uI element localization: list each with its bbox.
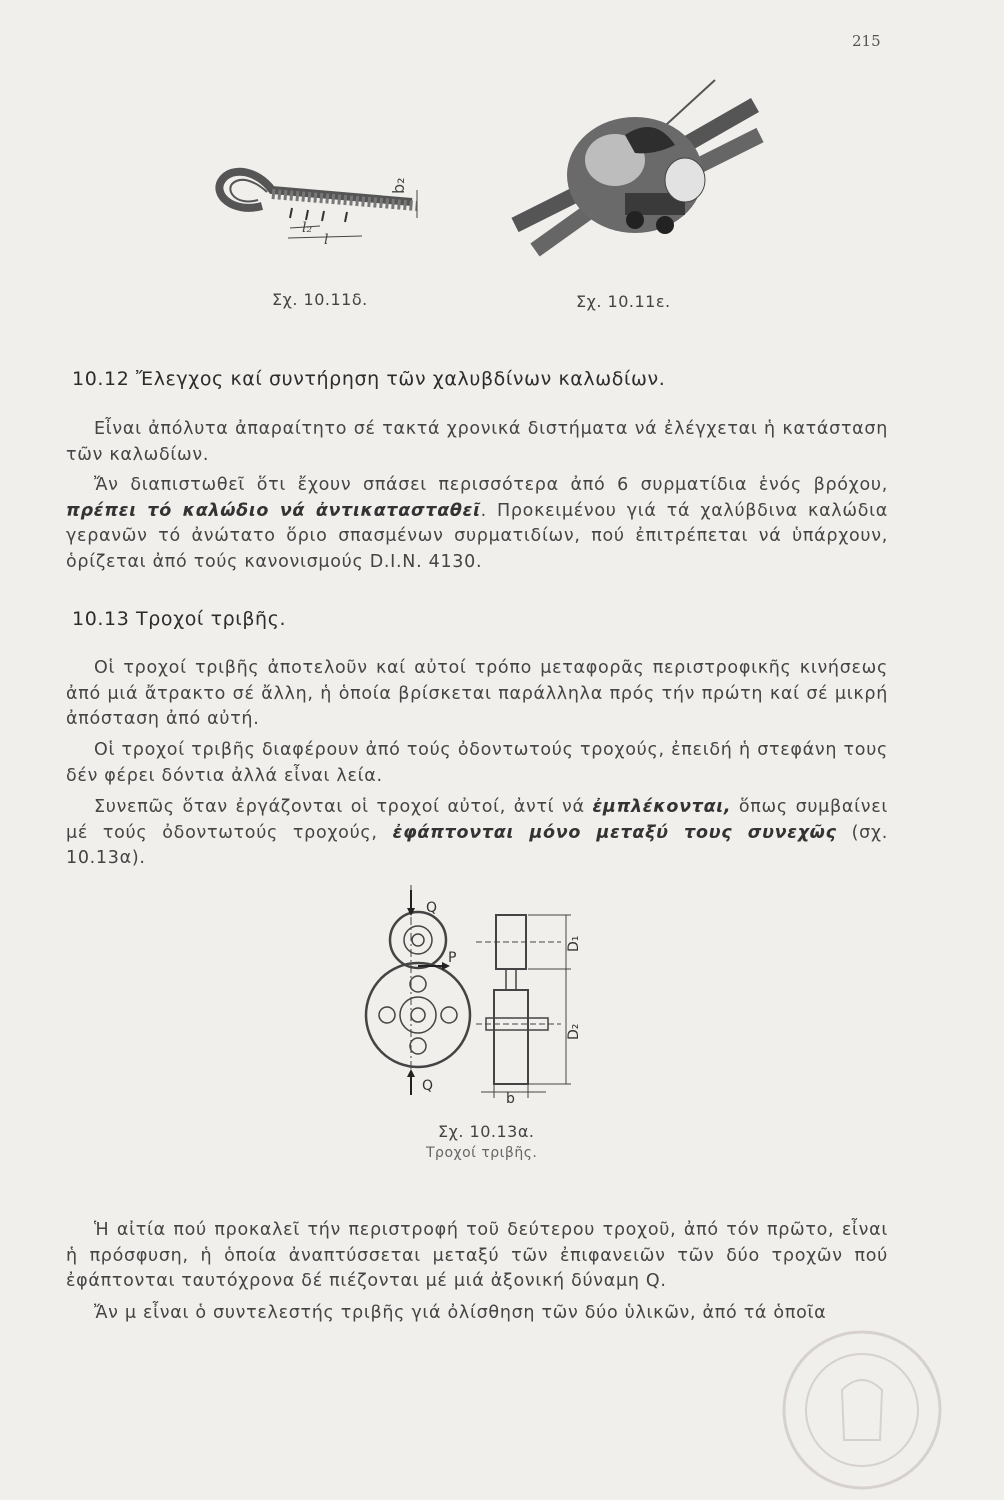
paragraph-10-12-1: Εἶναι ἀπόλυτα ἀπαραίτητο σέ τακτά χρονικά διστήματα νά ἐλέγχεται ἡ κατάσταση τῶν καλωδίων. bbox=[66, 419, 888, 465]
paragraph-10-13-5: Ἄν μ εἶναι ὁ συντελεστής τριβῆς γιά ὀλίσθηση τῶν δύο ὑλικῶν, ἀπό τά ὁποῖα bbox=[94, 1303, 827, 1323]
text-run: Συνεπῶς ὅταν ἐργάζονται οἱ τροχοί αὐτοί, ἀντί νά bbox=[94, 797, 585, 817]
label-l2: l₂ bbox=[302, 220, 313, 236]
label-l: l bbox=[324, 232, 329, 248]
label-b2: b₂ bbox=[389, 177, 408, 194]
label-b: b bbox=[506, 1091, 515, 1105]
paragraph-10-13-2: Οἱ τροχοί τριβῆς διαφέρουν ἀπό τούς ὀδοντωτούς τροχούς, ἐπειδή ἡ στεφάνη τους δέν φέρει δόντια ἀλλά εἶναι λεία. bbox=[66, 740, 888, 786]
figure-10-13a-friction-wheels bbox=[356, 880, 596, 1105]
section-heading-10-12: 10.12 Ἔλεγχος καί συντήρηση τῶν χαλυβδίνων καλωδίων. bbox=[72, 368, 666, 390]
paragraph-10-13-4: Ἡ αἰτία πού προκαλεῖ τήν περιστροφή τοῦ δεύτερου τροχοῦ, ἀπό τόν πρῶτο, εἶναι ἡ πρόσφυση, ἡ ὁποία ἀναπτύσσεται μεταξύ τῶν ἐπιφανειῶν τῶν δύο τροχῶν πού ἐφάπτονται ταυτόχρονα δέ πιέζονται μέ μιά ἀξονική δύναμη Q. bbox=[66, 1220, 888, 1291]
label-Q-bottom: Q bbox=[422, 1078, 434, 1094]
section-heading-10-13: 10.13 Τροχοί τριβῆς. bbox=[72, 608, 287, 630]
text-run: (σχ. 10.13α). bbox=[66, 822, 888, 868]
label-Q-top: Q bbox=[426, 900, 438, 916]
figure-10-11d-rope-thimble bbox=[212, 150, 442, 250]
text-run: . Προκειμένου γιά τά χαλύβδινα καλώδια γερανῶν τό ἀνώτατο ὅριο σπασμένων συρματιδίων, πού ἐπιτρέπεται νά ὑπάρχουν, ὁρίζεται ἀπό τούς κανονισμούς D.I.N. 4130. bbox=[66, 500, 888, 572]
library-seal-stamp bbox=[762, 1330, 962, 1490]
figure-10-11e-caption: Σχ. 10.11ε. bbox=[576, 292, 671, 311]
emphasis-text: πρέπει τό καλώδιο νά ἀντικατασταθεῖ bbox=[66, 500, 481, 521]
label-P: P bbox=[448, 950, 457, 966]
figure-10-11e-rope-clip bbox=[505, 75, 765, 270]
label-D1: D₁ bbox=[566, 935, 582, 952]
figure-10-13a-caption: Σχ. 10.13α. bbox=[438, 1122, 535, 1141]
text-run: ὅπως συμβαίνει μέ τούς ὀδοντωτούς τροχούς, bbox=[66, 797, 888, 843]
figure-10-13a-subcaption: Τροχοί τριβῆς. bbox=[426, 1145, 538, 1161]
emphasis-text: ἐμπλέκονται, bbox=[592, 797, 732, 817]
page-number: 215 bbox=[852, 32, 881, 50]
paragraph-10-13-1: Οἱ τροχοί τριβῆς ἀποτελοῦν καί αὐτοί τρόπο μεταφορᾶς περιστροφικῆς κινήσεως ἀπό μιά ἄτρακτο σέ ἄλλη, ἡ ὁποία βρίσκεται παράλληλα πρός τήν πρώτη καί σέ μικρή ἀπόσταση ἀπό αὐτή. bbox=[66, 658, 888, 729]
text-run: Ἄν διαπιστωθεῖ ὅτι ἔχουν σπάσει περισσότερα ἀπό 6 συρματίδια ἑνός βρόχου, bbox=[94, 475, 888, 495]
emphasis-text: ἐφάπτονται μόνο μεταξύ τους συνεχῶς bbox=[392, 822, 837, 843]
figure-10-11d-caption: Σχ. 10.11δ. bbox=[272, 290, 368, 309]
paragraph-10-13-3 bbox=[66, 795, 888, 872]
label-D2: D₂ bbox=[566, 1023, 582, 1040]
paragraph-10-12-2 bbox=[66, 473, 888, 575]
